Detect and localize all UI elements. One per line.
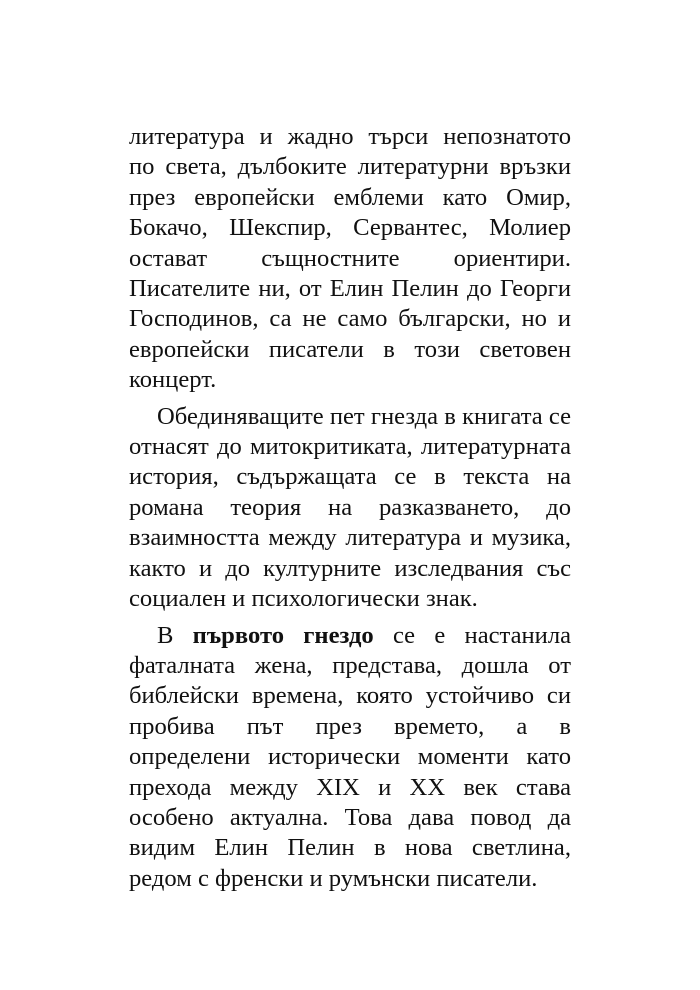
text-line: Обединяващите пет гнезда в книгата се xyxy=(157,402,571,430)
text-line: социален и психологически знак. xyxy=(129,585,478,613)
text-line: особено актуална. Това дава повод да xyxy=(129,803,571,831)
text-line: Бокачо, Шекспир, Сервантес, Молиер xyxy=(129,214,571,242)
body-text xyxy=(129,122,571,894)
text-line: остават същностните ориентири. xyxy=(129,244,571,272)
text-line: взаимността между литература и музика, xyxy=(129,524,571,552)
text-line: прехода между XIX и XX век става xyxy=(129,773,571,801)
text-line: отнасят до митокритиката, литературната xyxy=(129,433,571,461)
text-line: по света, дълбоките литературни връзки xyxy=(129,153,571,181)
text-line: романа теория на разказването, до xyxy=(129,493,571,521)
paragraph-2 xyxy=(129,402,571,615)
text-line: пробива път през времето, а в xyxy=(129,712,571,740)
text-line: както и до културните изследвания със xyxy=(129,554,571,582)
text-line: през европейски емблеми като Омир, xyxy=(129,183,571,211)
text-line: фаталната жена, представа, дошла от xyxy=(129,651,571,679)
paragraph-3 xyxy=(129,621,571,895)
text-line: концерт. xyxy=(129,366,217,394)
text-line xyxy=(129,621,571,651)
emphasis-text: първото гнездо xyxy=(192,621,374,649)
text-line: библейски времена, която устойчиво си xyxy=(129,682,571,710)
text-line: литература и жадно търси непознатото xyxy=(129,123,571,150)
text-line: история, съдържащата се в текста на xyxy=(129,463,571,491)
text-line: Писателите ни, от Елин Пелин до Георги xyxy=(129,275,571,303)
text-line: определени исторически моменти като xyxy=(129,743,571,771)
text-line: редом с френски и румънски писатели. xyxy=(129,864,538,892)
line-start-text: В xyxy=(157,621,193,649)
text-line: европейски писатели в този световен xyxy=(129,335,571,363)
paragraph-1 xyxy=(129,122,571,396)
text-line: Господинов, са не само български, но и xyxy=(129,305,571,333)
text-line: видим Елин Пелин в нова светлина, xyxy=(129,834,571,862)
line-end-text: се е настанила xyxy=(373,621,572,649)
